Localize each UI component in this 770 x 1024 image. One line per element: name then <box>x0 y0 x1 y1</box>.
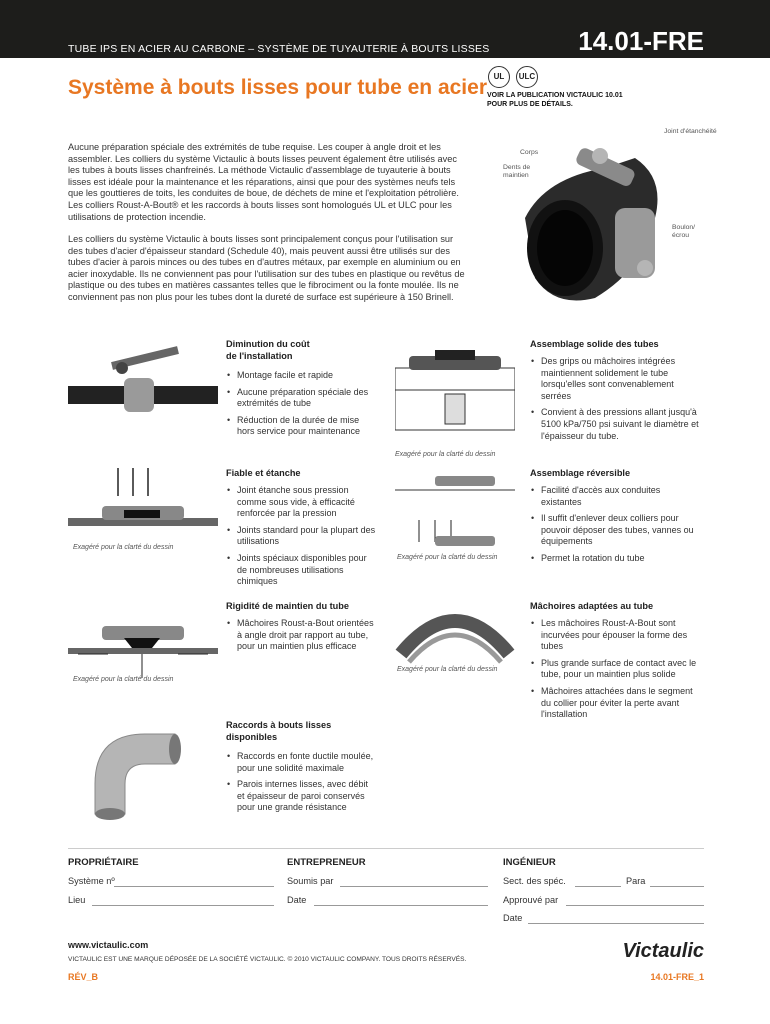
engineer-para-field[interactable] <box>650 886 704 887</box>
engineer-approved-field[interactable] <box>566 905 704 906</box>
feature-reversible: Assemblage réversible • Facilité d'accès aux conduites existantes • Il suffit d'enlever deux colliers pour pouvoir déposer des tubes, vannes ou équipements • Permet la rotation du tube <box>530 467 700 570</box>
contractor-submitted-label: Soumis par <box>287 876 334 886</box>
engineer-para-label: Para <box>626 876 646 886</box>
contractor-date-label: Date <box>287 895 307 905</box>
contractor-submitted-field[interactable] <box>340 886 488 887</box>
feature-jaws: Mâchoires adaptées au tube • Les mâchoires Roust-A-Bout sont incurvées pour épouser la forme des tubes • Plus grande surface de contact avec le tube, pour un maintien plus solide • Mâchoires attachées dans le segment du collier pour éviter la perte avant l'installation <box>530 600 700 726</box>
owner-place-label: Lieu <box>68 895 86 905</box>
label-body: Corps <box>520 149 539 156</box>
ulc-mark-icon: ULC <box>516 66 538 88</box>
page-title: Système à bouts lisses pour tube en acier <box>68 76 487 99</box>
certification-marks <box>488 66 544 88</box>
elbow-fitting-figure <box>85 724 205 824</box>
page-reference: 14.01-FRE_1 <box>650 972 704 982</box>
contractor-heading: ENTREPRENEUR <box>287 857 366 868</box>
engineer-heading: INGÉNIEUR <box>503 857 556 868</box>
doc-number: 14.01-FRE <box>578 26 704 56</box>
installation-figure <box>68 344 218 434</box>
feature-fittings: Raccords à bouts lisses disponibles • Raccords en fonte ductile moulée, pour une solidité maximale • Parois internes lisses, avec débit et épaisseur de paroi conservés pour une grande résistance <box>226 719 376 819</box>
feature-rigid: Rigidité de maintien du tube • Mâchoires Roust-a-Bout orientées à angle droit par rapport au tube, pour un maintien plus efficace <box>226 600 376 658</box>
coupling-figure <box>505 118 705 318</box>
caption-rigid: Exagéré pour la clarté du dessin <box>73 676 174 683</box>
owner-system-field[interactable] <box>114 886 274 887</box>
caption-solid: Exagéré pour la clarté du dessin <box>395 451 496 458</box>
caption-reversible: Exagéré pour la clarté du dessin <box>397 554 498 561</box>
footer-url[interactable]: www.victaulic.com <box>68 940 149 950</box>
footer-legal: VICTAULIC EST UNE MARQUE DÉPOSÉE DE LA SOCIÉTÉ VICTAULIC. © 2010 VICTAULIC COMPANY. TOUS DROITS RÉSERVÉS. <box>68 956 467 963</box>
header-bar <box>0 0 770 58</box>
intro-paragraph-1: Aucune préparation spéciale des extrémités de tube requise. Les couper à angle droit et les assembler. Les colliers du système Victaulic à bouts lisses peuvent également être utilisés avec les tubes à bouts lisses chanfreinés. La méthode Victaulic d'assemblage de tuyauterie à bouts lisses est idéale pour la maintenance et les réparations, ainsi que pour des systèmes neufs tels que les gouttieres de toits, les conduites de boue, de déchets de mine et l'exploitation pétrolière. Les colliers Roust-A-Bout® et les raccords à bouts lisses sont homologués UL et ULC pour les utilisations de protection incendie. <box>68 142 459 222</box>
rigid-figure <box>68 608 218 678</box>
label-gasket: Joint d'étanchéité <box>664 128 717 135</box>
owner-system-label: Système nº <box>68 876 115 886</box>
seal-figure <box>68 468 218 538</box>
engineer-date-label: Date <box>503 913 523 923</box>
caption-seal: Exagéré pour la clarté du dessin <box>73 544 174 551</box>
owner-place-field[interactable] <box>92 905 274 906</box>
owner-heading: PROPRIÉTAIRE <box>68 857 139 868</box>
series-title: TUBE IPS EN ACIER AU CARBONE – SYSTÈME DE TUYAUTERIE À BOUTS LISSES <box>68 43 490 55</box>
caption-jaws: Exagéré pour la clarté du dessin <box>397 666 498 673</box>
revision: RÉV_B <box>68 972 99 982</box>
engineer-date-field[interactable] <box>528 923 704 924</box>
engineer-spec-field[interactable] <box>575 886 621 887</box>
label-teeth: Dents de maintien <box>503 164 531 179</box>
form-divider <box>68 848 704 849</box>
engineer-approved-label: Approuvé par <box>503 895 559 905</box>
feature-seal: Fiable et étanche • Joint étanche sous pression comme sous vide, à efficacité renforcée par la pression • Joints standard pour la plupart des utilisations • Joints spéciaux disponibles pour de nombreuses utilisations chimiques <box>226 467 376 593</box>
publication-note: VOIR LA PUBLICATION VICTAULIC 10.01 POUR PLUS DE DÉTAILS. <box>487 92 623 108</box>
ul-mark-icon: UL <box>488 66 510 88</box>
label-bolts: Boulon/ écrou <box>672 224 696 239</box>
reversible-figure <box>395 470 515 550</box>
victaulic-logo: Victaulic <box>622 940 704 962</box>
contractor-date-field[interactable] <box>314 905 488 906</box>
intro-paragraph-2: Les colliers du système Victaulic à bouts lisses sont principalement conçus pour l'utilisation sur des tubes d'acier d'épaisseur standard (Schedule 40), mais peuvent aussi être utilisés sur des tubes d'acier à parois minces ou des tubes en d'autres métaux, par exemple en aluminium ou en acier inoxydable. Ils ne conviennent pas pour l'utilisation sur des tubes en plastique ou revêtus de plastique ou des tubes en matières cassantes telles que le fibrociment ou la fonte moulée. Ils ne conviennent pas non plus pour les tubes dont la dureté de surface est supérieure à 150 Brinell. <box>68 234 465 302</box>
jaws-figure <box>395 598 515 668</box>
feature-solid: Assemblage solide des tubes • Des grips ou mâchoires intégrées maintiennent solidement le tube lorsqu'elles sont convenablement serrées • Convient à des pressions allant jusqu'à 5100 kPa/750 psi suivant le diamètre et l'épaisseur du tube. <box>530 338 700 447</box>
feature-cost: Diminution du coût de l'installation • Montage facile et rapide • Aucune préparation spéciale des extrémités de tube • Réduction de la durée de mise hors service pour maintenance <box>226 338 376 443</box>
solid-assembly-figure <box>395 340 515 450</box>
engineer-spec-label: Sect. des spéc. <box>503 876 566 886</box>
